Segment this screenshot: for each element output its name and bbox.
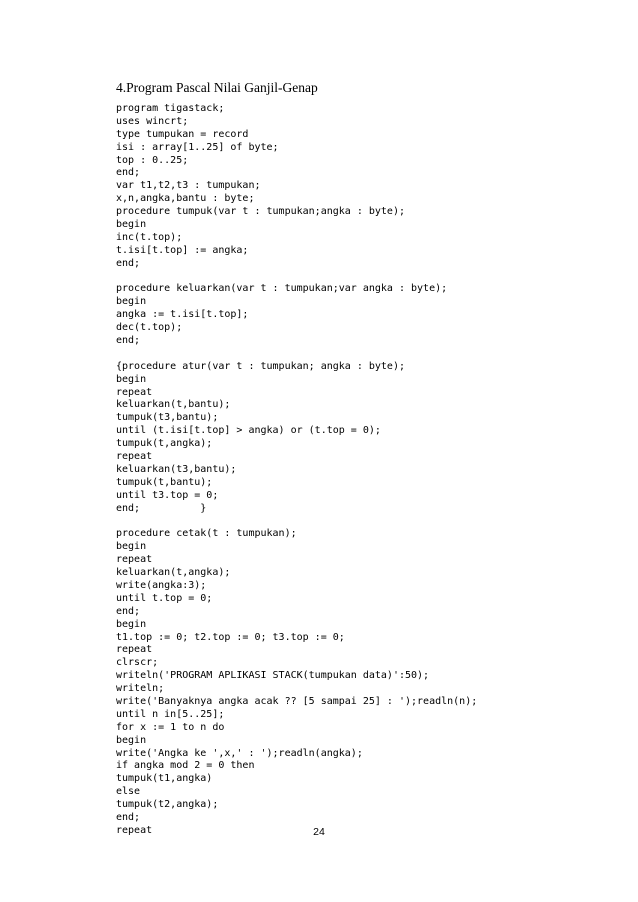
page-number: 24 <box>313 826 325 838</box>
code-line: begin <box>116 373 147 385</box>
code-line: end; <box>116 811 141 823</box>
code-line: x,n,angka,bantu : byte; <box>116 193 255 205</box>
code-line: type tumpukan = record <box>116 128 249 140</box>
code-line: keluarkan(t3,bantu); <box>116 463 237 475</box>
code-line: procedure tumpuk(var t : tumpukan;angka : byte); <box>116 206 405 218</box>
code-line: begin <box>116 296 147 308</box>
code-line: until (t.isi[t.top] > angka) or (t.top = 0); <box>116 425 381 437</box>
code-line: tumpuk(t3,bantu); <box>116 412 219 424</box>
code-line: program tigastack; <box>116 103 225 114</box>
code-line: angka := t.isi[t.top]; <box>116 309 249 321</box>
code-line: writeln('PROGRAM APLIKASI STACK(tumpukan data)':50); <box>116 670 430 682</box>
code-line: begin <box>116 541 147 553</box>
code-line: keluarkan(t,bantu); <box>116 399 231 411</box>
code-line: t.isi[t.top] := angka; <box>116 244 249 256</box>
code-line <box>116 271 477 284</box>
code-line: write('Banyaknya angka acak ?? [5 sampai 25] : ');readln(n); <box>116 695 478 707</box>
code-line: until t3.top = 0; <box>116 489 219 501</box>
code-line: begin <box>116 219 147 231</box>
code-line: end; } <box>116 502 207 514</box>
code-line: repeat <box>116 554 153 566</box>
code-line: inc(t.top); <box>116 231 183 243</box>
code-line: if angka mod 2 = 0 then <box>116 760 255 772</box>
code-line: until n in[5..25]; <box>116 708 225 720</box>
code-line: top : 0..25; <box>116 154 189 166</box>
code-line: repeat <box>116 644 153 656</box>
code-line: clrscr; <box>116 657 159 669</box>
code-line: write(angka:3); <box>116 579 207 591</box>
code-line: end; <box>116 167 141 179</box>
code-line <box>116 348 477 361</box>
code-line: end; <box>116 335 141 347</box>
code-line <box>116 516 477 529</box>
code-line: begin <box>116 734 147 746</box>
code-line: begin <box>116 618 147 630</box>
code-line: procedure keluarkan(var t : tumpukan;var angka : byte); <box>116 283 448 295</box>
code-line: uses wincrt; <box>116 115 189 127</box>
code-line: tumpuk(t,angka); <box>116 438 213 450</box>
code-line: keluarkan(t,angka); <box>116 567 231 579</box>
code-line: t1.top := 0; t2.top := 0; t3.top := 0; <box>116 631 345 643</box>
code-line: var t1,t2,t3 : tumpukan; <box>116 180 261 192</box>
code-line: write('Angka ke ',x,' : ');readln(angka); <box>116 747 363 759</box>
code-line: repeat <box>116 386 153 398</box>
code-line: dec(t.top); <box>116 322 183 334</box>
code-line: end; <box>116 257 141 269</box>
code-line: tumpuk(t,bantu); <box>116 476 213 488</box>
code-line: repeat <box>116 451 153 463</box>
code-line: else <box>116 786 141 798</box>
code-line: writeln; <box>116 683 165 695</box>
code-line: isi : array[1..25] of byte; <box>116 141 279 153</box>
code-line: {procedure atur(var t : tumpukan; angka : byte); <box>116 360 405 372</box>
code-line: tumpuk(t1,angka) <box>116 773 213 785</box>
code-line: until t.top = 0; <box>116 592 213 604</box>
code-line: procedure cetak(t : tumpukan); <box>116 528 297 540</box>
code-line: tumpuk(t2,angka); <box>116 799 219 811</box>
code-listing <box>116 103 477 838</box>
code-line: repeat <box>116 824 153 836</box>
section-heading: 4.Program Pascal Nilai Ganjil-Genap <box>116 80 318 95</box>
code-line: for x := 1 to n do <box>116 721 225 733</box>
code-line: end; <box>116 605 141 617</box>
